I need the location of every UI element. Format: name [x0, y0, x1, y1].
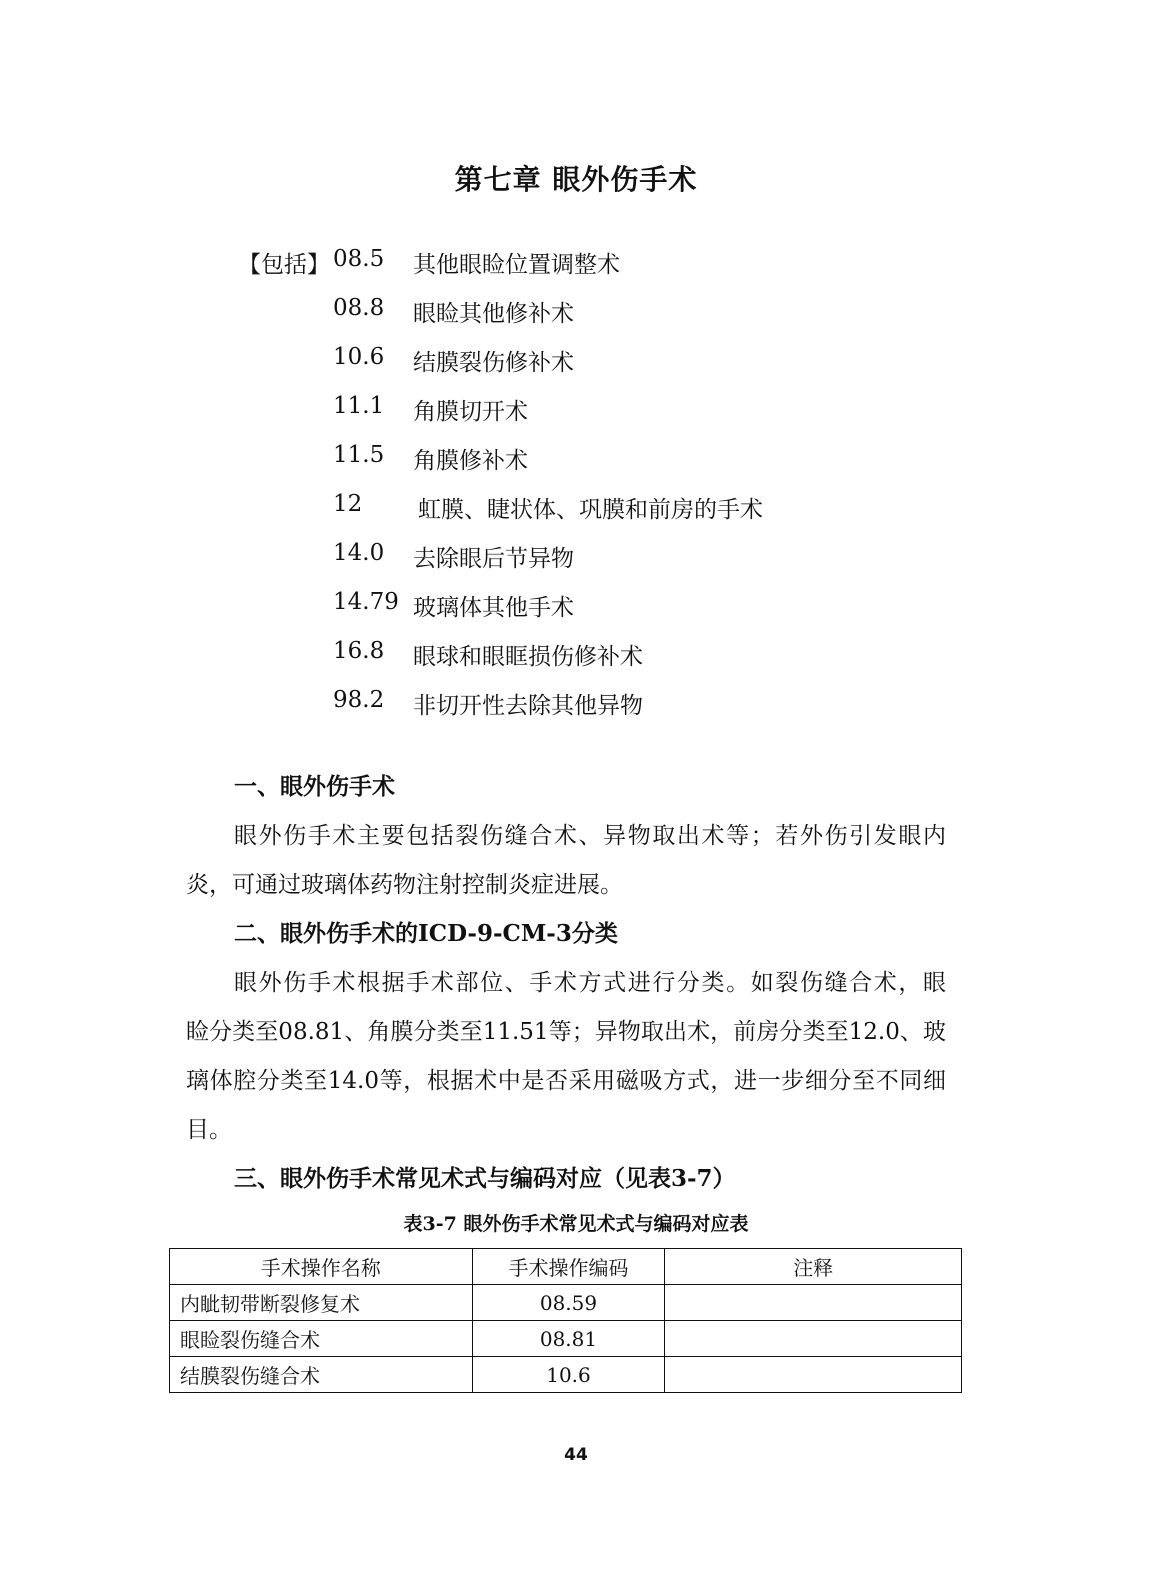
cell-procedure-code: 08.81 [472, 1321, 665, 1357]
include-code: 11.5 [333, 442, 385, 468]
paragraph-line: 睑分类至08.81、角膜分类至11.51等；异物取出术，前房分类至12.0、玻 [186, 1019, 946, 1045]
include-name: 去除眼后节异物 [413, 546, 574, 572]
paragraph-line: 眼外伤手术主要包括裂伤缝合术、异物取出术等；若外伤引发眼内 [234, 823, 946, 849]
include-code: 14.0 [333, 540, 385, 566]
include-code: 98.2 [333, 687, 385, 713]
include-code: 08.5 [333, 246, 385, 272]
paragraph-line: 眼外伤手术根据手术部位、手术方式进行分类。如裂伤缝合术，眼 [234, 970, 946, 996]
include-code: 12 [333, 491, 363, 517]
chapter-title: 第七章 眼外伤手术 [454, 163, 698, 196]
paragraph-line: 目。 [186, 1117, 232, 1143]
table-header-row [170, 1249, 962, 1285]
include-code: 14.79 [333, 589, 399, 615]
section-heading: 三、眼外伤手术常见术式与编码对应（见表3-7） [234, 1165, 736, 1192]
cell-procedure-code: 08.59 [472, 1285, 665, 1321]
include-name: 眼球和眼眶损伤修补术 [413, 644, 643, 670]
cell-note [665, 1357, 962, 1393]
include-name: 虹膜、睫状体、巩膜和前房的手术 [418, 497, 763, 523]
table-row [170, 1357, 962, 1393]
include-name: 结膜裂伤修补术 [413, 350, 574, 376]
include-name: 玻璃体其他手术 [413, 595, 574, 621]
include-name: 其他眼睑位置调整术 [413, 252, 620, 278]
cell-procedure-name: 内眦韧带断裂修复术 [170, 1285, 473, 1321]
paragraph-line: 璃体腔分类至14.0等，根据术中是否采用磁吸方式，进一步细分至不同细 [186, 1068, 946, 1094]
include-name: 角膜切开术 [413, 399, 528, 425]
table-caption: 表3-7 眼外伤手术常见术式与编码对应表 [403, 1213, 749, 1235]
page-number: 44 [564, 1445, 588, 1465]
cell-procedure-name: 结膜裂伤缝合术 [170, 1357, 473, 1393]
includes-prefix: 【包括】 [238, 252, 330, 278]
paragraph-line: 炎，可通过玻璃体药物注射控制炎症进展。 [186, 872, 623, 898]
include-code: 08.8 [333, 295, 385, 321]
cell-note [665, 1321, 962, 1357]
table-row [170, 1321, 962, 1357]
cell-note [665, 1285, 962, 1321]
code-table [169, 1248, 962, 1393]
cell-procedure-name: 眼睑裂伤缝合术 [170, 1321, 473, 1357]
include-code: 16.8 [333, 638, 385, 664]
include-name: 非切开性去除其他异物 [413, 693, 643, 719]
column-header-note: 注释 [665, 1249, 962, 1285]
section-heading: 二、眼外伤手术的ICD-9-CM-3分类 [234, 920, 618, 947]
cell-procedure-code: 10.6 [472, 1357, 665, 1393]
section-heading: 一、眼外伤手术 [234, 773, 395, 800]
table-row [170, 1285, 962, 1321]
column-header-code: 手术操作编码 [472, 1249, 665, 1285]
include-name: 角膜修补术 [413, 448, 528, 474]
column-header-name: 手术操作名称 [170, 1249, 473, 1285]
include-code: 11.1 [333, 393, 385, 419]
include-name: 眼睑其他修补术 [413, 301, 574, 327]
include-code: 10.6 [333, 344, 385, 370]
